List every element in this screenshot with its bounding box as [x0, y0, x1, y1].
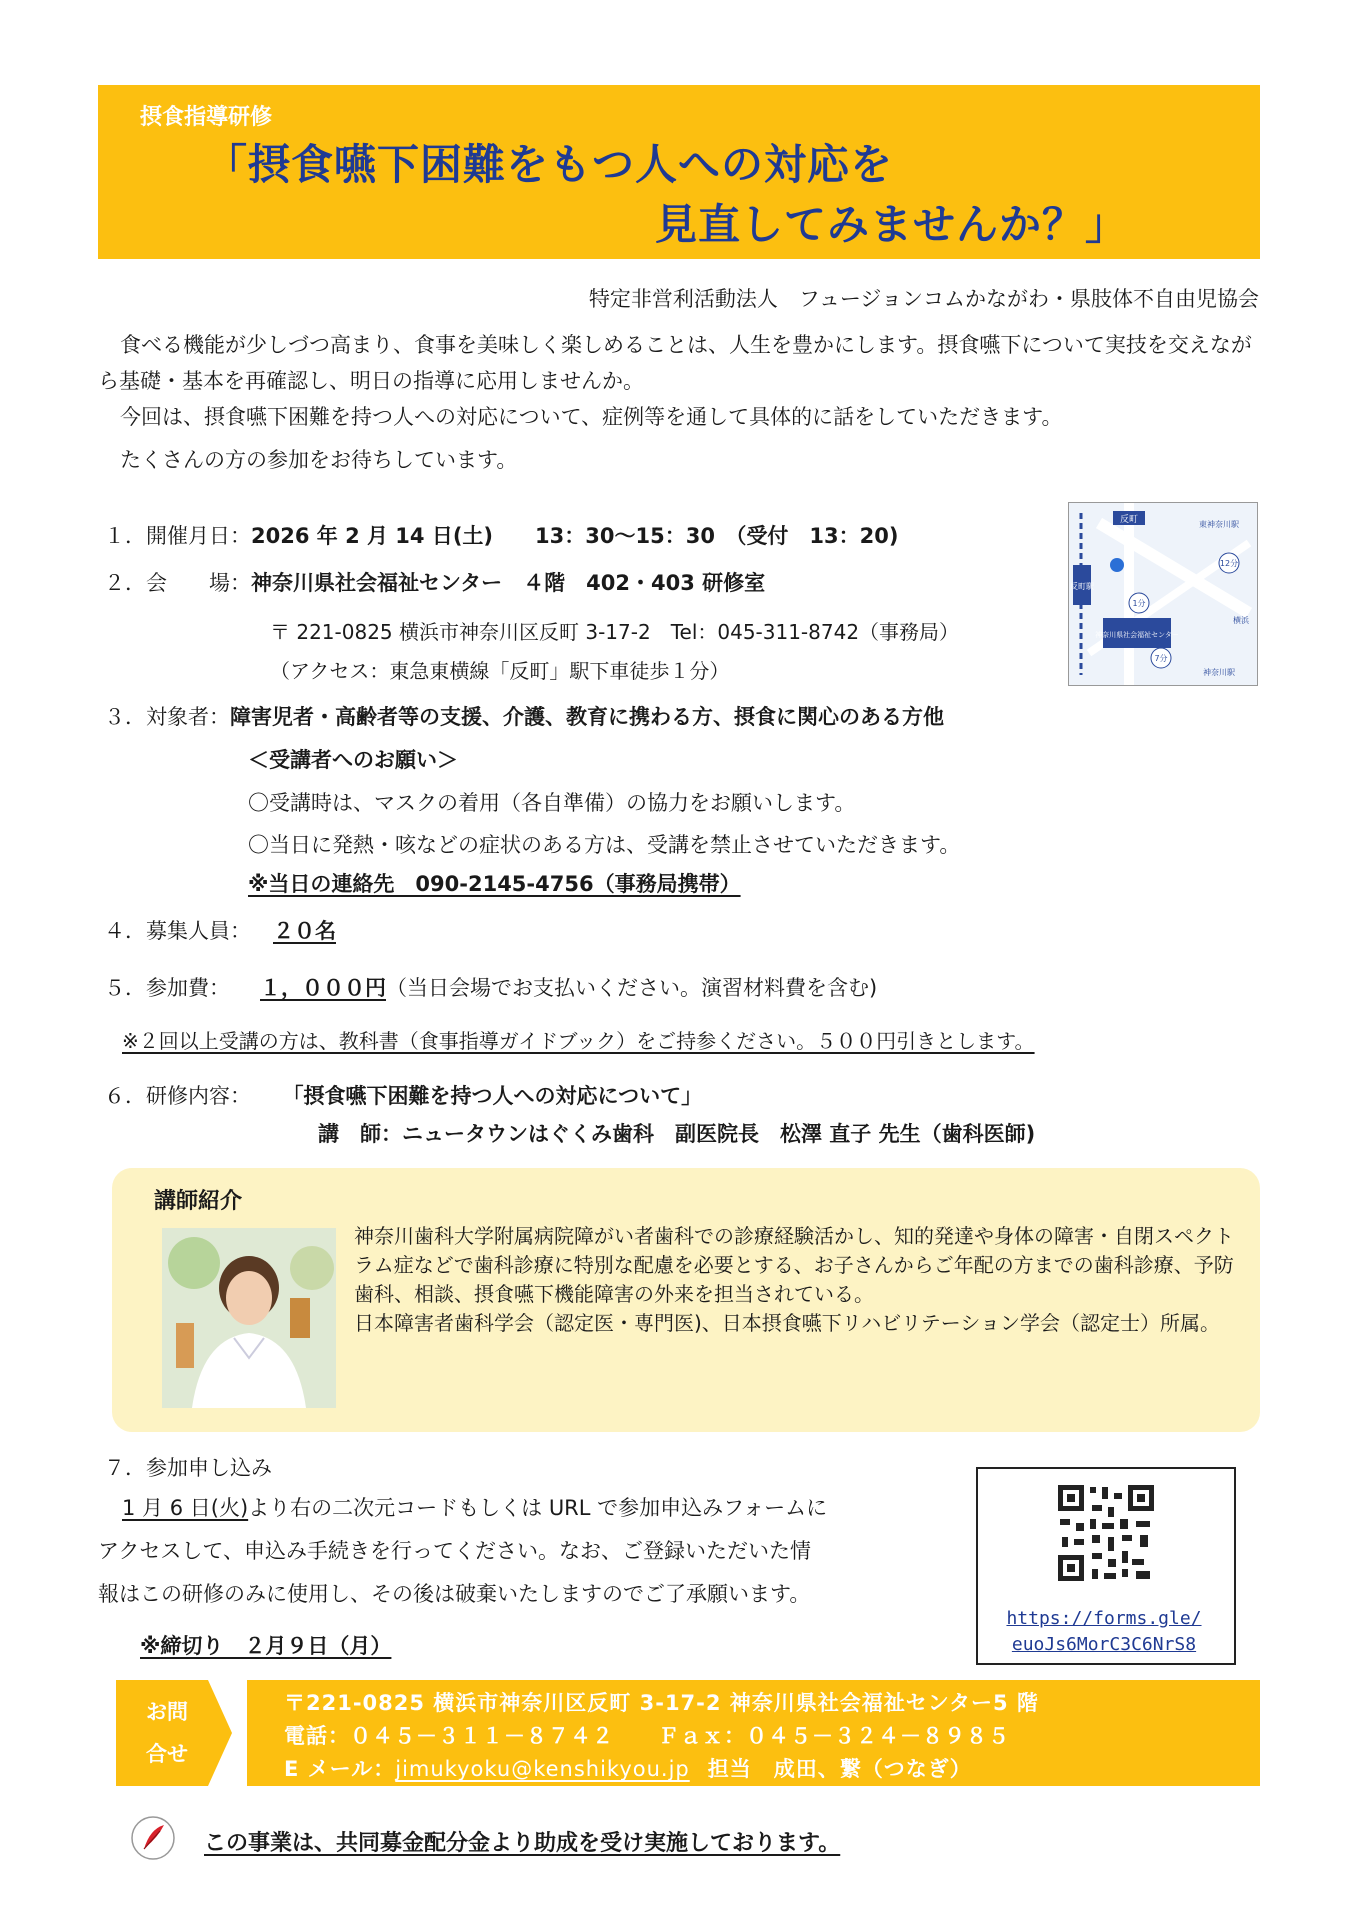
target-row — [104, 701, 944, 731]
lecturer-bio-block — [354, 1222, 1244, 1338]
fee-note-2: ※２回以上受講の方は、教科書（食事指導ガイドブック）をご持参ください。５００円引きとします。 — [122, 1029, 1035, 1053]
date-row — [104, 520, 898, 550]
map-label-center: 神奈川県社会福祉センター — [1095, 631, 1179, 639]
lecturer-affiliation: 日本障害者歯科学会（認定医・専門医)、日本摂食嚥下リハビリテーション学会（認定士）所属。 — [354, 1311, 1221, 1335]
application-start-date: 1 月 6 日(火) — [122, 1496, 249, 1520]
fee-label: ５．参加費： — [104, 976, 230, 1000]
map-label-station: 反町駅 — [1070, 582, 1094, 591]
intro-paragraph-2: 今回は、摂食嚥下困難を持つ人への対応について、症例等を通して具体的に話をしていただきます。 — [120, 405, 1063, 429]
capacity-row — [104, 915, 336, 945]
date-value: 2026 年 2 月 14 日(土) 13：30～15：30 （受付 13：20) — [251, 524, 899, 548]
application-line-1 — [122, 1492, 827, 1522]
venue-row — [104, 567, 765, 597]
map-label-walk-1: 1分 — [1132, 599, 1146, 608]
request-contact: ※当日の連絡先 090-2145-4756（事務局携帯） — [248, 872, 741, 896]
map-pin-icon — [1110, 558, 1124, 572]
map-label-higashi: 東神奈川駅 — [1199, 520, 1239, 529]
map-label-walk-12: 12分 — [1219, 559, 1239, 568]
access-map — [1068, 502, 1258, 686]
fee-value: １，０００円 — [260, 976, 386, 1000]
red-feather-icon — [130, 1815, 176, 1861]
application-label: ７．参加申し込み — [104, 1456, 272, 1480]
contact-staff: 担当 成田、繋（つなぎ） — [707, 1757, 972, 1781]
form-url-line-2[interactable]: euoJs6MorC3C6NrS8 — [1011, 1634, 1197, 1655]
map-label-yokohama: 横浜 — [1233, 616, 1249, 625]
intro-paragraph-3: たくさんの方の参加をお待ちしています。 — [120, 448, 518, 472]
lecturer-bio: 神奈川歯科大学附属病院障がい者歯科での診療経験活かし、知的発達や身体の障害・自閉スペクトラム症などで歯科診療に特別な配慮を必要とする、お子さんからご年配の方までの歯科診療、予防歯科、相談、摂食嚥下機能障害の外来を担当されている。 — [354, 1224, 1234, 1306]
contact-label-1: お問 — [146, 1700, 188, 1724]
form-url-line-1[interactable]: https://forms.gle/ — [1006, 1608, 1202, 1629]
request-item-2: 〇当日に発熱・咳などの症状のある方は、受講を禁止させていただきます。 — [248, 833, 961, 857]
venue-value: 神奈川県社会福祉センター ４階 402・403 研修室 — [251, 571, 766, 595]
lecturer-photo — [162, 1228, 336, 1408]
application-line-3: 報はこの研修のみに使用し、その後は破棄いたしますのでご了承願います。 — [98, 1582, 811, 1606]
title-line-2: 見直してみませんか？」 — [655, 200, 1129, 249]
target-value: 障害児者・高齢者等の支援、介護、教育に携わる方、摂食に関心のある方他 — [230, 705, 944, 729]
intro-paragraph-1: 食べる機能が少しづつ高まり、食事を美味しく楽しめることは、人生を豊かにします。摂食嚥下について実技を交えながら基礎・基本を再確認し、明日の指導に応用しませんか。 — [98, 333, 1252, 393]
application-line-1-rest: より右の二次元コードもしくは URL で参加申込みフォームに — [248, 1496, 828, 1520]
contact-email-row — [284, 1753, 972, 1783]
deadline: ※締切り ２月９日（月） — [140, 1634, 392, 1658]
target-label: ３．対象者： — [104, 705, 230, 729]
fee-row — [104, 972, 877, 1002]
footer-note: この事業は、共同募金配分金より助成を受け実施しております。 — [204, 1831, 841, 1856]
contact-email[interactable]: jimukyoku@kenshikyou.jp — [395, 1757, 690, 1781]
lecturer-line: 講 師：ニュータウンはぐくみ歯科 副医院長 松澤 直子 先生（歯科医師) — [318, 1122, 1036, 1146]
title-line-1: 「摂食嚥下困難をもつ人への対応を — [205, 140, 894, 189]
contact-label-2: 合せ — [146, 1742, 188, 1766]
map-label-kanagawa: 神奈川駅 — [1203, 668, 1235, 677]
map-label-walk-7: 7分 — [1154, 654, 1168, 663]
venue-address: 〒 221-0825 横浜市神奈川区反町 3-17-2 Tel：045-311-8742（事務局） — [270, 620, 960, 644]
contact-email-label: E メール： — [284, 1757, 396, 1781]
content-row — [104, 1080, 702, 1110]
qr-code-icon[interactable] — [1056, 1483, 1156, 1583]
form-url-link[interactable] — [986, 1606, 1222, 1658]
capacity-label: ４．募集人員： — [104, 919, 251, 943]
venue-access: （アクセス：東急東横線「反町」駅下車徒歩１分） — [270, 659, 730, 683]
request-title: ＜受講者へのお願い＞ — [248, 748, 458, 772]
fee-note: （当日会場でお支払いください。演習材料費を含む) — [386, 976, 878, 1000]
content-value: 「摂食嚥下困難を持つ人への対応について」 — [293, 1084, 703, 1108]
application-line-2: アクセスして、申込み手続きを行ってください。なお、ご登録いただいた情 — [98, 1539, 811, 1563]
venue-label: ２．会 場： — [104, 571, 251, 595]
lecturer-heading: 講師紹介 — [154, 1189, 243, 1214]
contact-tel-fax: 電話：０４５－３１１－８７４２ Ｆａｘ：０４５－３２４－８９８５ — [284, 1724, 1010, 1748]
date-label: １．開催月日： — [104, 524, 251, 548]
subtitle: 摂食指導研修 — [140, 105, 273, 130]
map-label-tanmachi: 反町 — [1119, 515, 1139, 525]
capacity-value: ２０名 — [273, 919, 336, 943]
content-label: ６．研修内容： — [104, 1084, 251, 1108]
contact-label-badge — [116, 1680, 234, 1786]
organizer: 特定非営利活動法人 フュージョンコムかながわ・県肢体不自由児協会 — [588, 287, 1259, 311]
contact-address: 〒221-0825 横浜市神奈川区反町 3-17-2 神奈川県社会福祉センター5 階 — [284, 1691, 1039, 1715]
request-item-1: 〇受講時は、マスクの着用（各自準備）の協力をお願いします。 — [248, 791, 856, 815]
